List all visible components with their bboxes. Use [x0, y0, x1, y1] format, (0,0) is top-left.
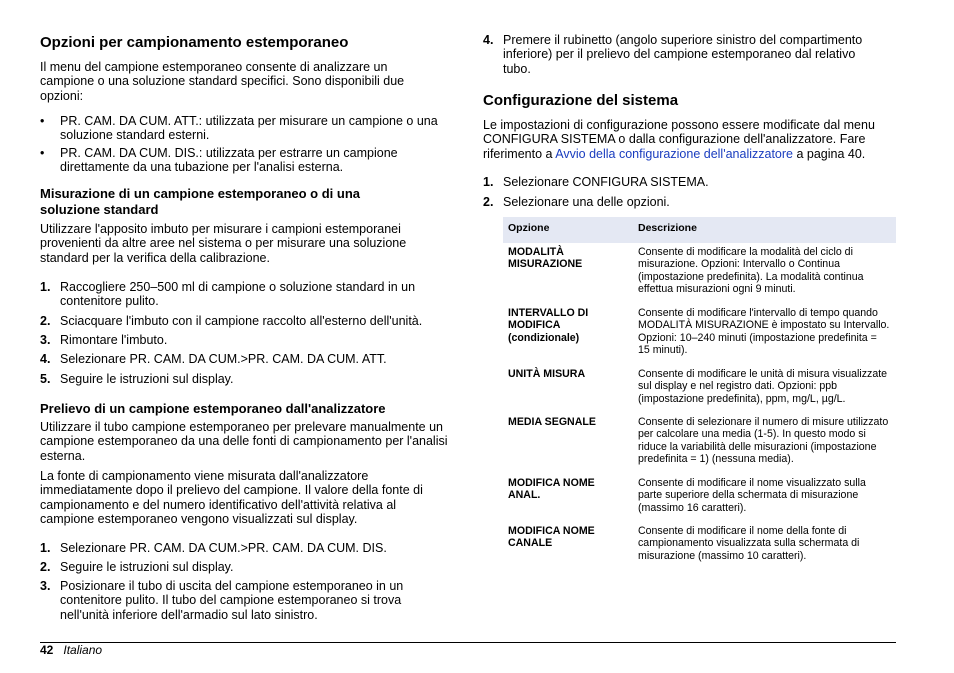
bullet-icon: •: [40, 114, 45, 128]
list-item: • PR. CAM. DA CUM. ATT.: utilizzata per misurare un campione o una soluzione standard esterni.: [40, 114, 438, 143]
table-row: MEDIA SEGNALE Consente di selezionare il numero di misure utilizzato per calcolare una media (1-5). In questo modo si riduce la variabilità delle misurazioni (impostazione predefinita = 1) (nessuna media).: [508, 415, 889, 466]
list-item: 2. Selezionare una delle opzioni.: [483, 195, 670, 209]
list-item: 1. Selezionare CONFIGURA SISTEMA.: [483, 175, 709, 189]
footer-language: Italiano: [63, 643, 103, 657]
table-row: MODALITÀ MISURAZIONE Consente di modificare la modalità del ciclo di misurazione. Opzioni: Intervallo o Continua (impostazione predefinita). La modalità continua effettua misurazioni ogni 9 minuti.: [508, 245, 864, 296]
bullet-icon: •: [40, 146, 45, 160]
table-row: UNITÀ MISURA Consente di modificare le unità di misura visualizzate sul display e nel registro dati. Opzioni: ppb (impostazione predefinita), ppm, mg/L, µg/L.: [508, 367, 888, 405]
heading-misurazione: Misurazione di un campione estemporaneo o di una soluzione standard: [40, 186, 360, 217]
page-number: 42: [40, 643, 54, 657]
list-item: 3. Posizionare il tubo di uscita del campione estemporaneo in un contenitore pulito. Il tubo del campione estemporaneo si trova nell'unità inferiore dell'armadio sul lato sinistro.: [40, 579, 404, 622]
list-item: 3. Rimontare l'imbuto.: [40, 333, 168, 347]
column-header-opzione: Opzione: [503, 217, 633, 243]
list-item: 1. Raccogliere 250–500 ml di campione o soluzione standard in un contenitore pulito.: [40, 280, 416, 309]
misurazione-paragraph: Utilizzare l'apposito imbuto per misurare i campioni estemporanei provenienti da altre aree nel sistema o per misurare una soluzione standard per la verifica della calibrazione.: [40, 222, 407, 265]
options-table: [503, 217, 896, 566]
intro-paragraph: Il menu del campione estemporaneo consente di analizzare un campione o una soluzione standard specifici. Sono disponibili due opzioni:: [40, 60, 405, 103]
list-item: 2. Sciacquare l'imbuto con il campione raccolto all'esterno dell'unità.: [40, 314, 423, 328]
link-avvio-configurazione[interactable]: Avvio della configurazione dell'analizzatore: [555, 146, 793, 161]
column-header-descrizione: Descrizione: [633, 217, 896, 243]
page-footer: [40, 643, 102, 657]
heading-campionamento-estemporaneo: Opzioni per campionamento estemporaneo: [40, 34, 349, 51]
configurazione-paragraph: Le impostazioni di configurazione possono essere modificate dal menu CONFIGURA SISTEMA o dalla configurazione dell'analizzatore. Fare riferimento a Avvio della configurazione dell'analizzatore a pagina 40.: [483, 118, 875, 161]
table-row: INTERVALLO DI MODIFICA (condizionale) Consente di modificare l'intervallo di tempo quando MODALITÀ MISURAZIONE è impostato su Intervallo. Opzioni: 10–240 minuti (impostazione predefinita = 15 minuti).: [508, 306, 890, 357]
list-item: 1. Selezionare PR. CAM. DA CUM.>PR. CAM. DA CUM. DIS.: [40, 541, 387, 555]
heading-configurazione: Configurazione del sistema: [483, 92, 679, 109]
prelievo-paragraph-2: La fonte di campionamento viene misurata dall'analizzatore immediatamente dopo il prelievo del campione. Il valore della fonte di campionamento e del numero identificativo dell'attività relativa al campione estemporaneo vengono visualizzati sul display.: [40, 469, 423, 527]
list-item: 4. Selezionare PR. CAM. DA CUM.>PR. CAM. DA CUM. ATT.: [40, 352, 387, 366]
prelievo-paragraph-1: Utilizzare il tubo campione estemporaneo per prelevare manualmente un campione estemporaneo da una delle fonti di campionamento per l'analisi esterna.: [40, 420, 448, 463]
table-header-row: [503, 217, 896, 243]
footer-divider: [40, 642, 896, 643]
list-item: 2. Seguire le istruzioni sul display.: [40, 560, 234, 574]
heading-prelievo: Prelievo di un campione estemporaneo dall'analizzatore: [40, 401, 386, 416]
list-item: • PR. CAM. DA CUM. DIS.: utilizzata per estrarre un campione direttamente da una tubazione per l'analisi esterna.: [40, 146, 398, 175]
table-row: MODIFICA NOME CANALE Consente di modificare il nome della fonte di campionamento visualizzata sulla schermata di misurazione (massimo 10 caratteri).: [508, 524, 860, 562]
list-item: 4. Premere il rubinetto (angolo superiore sinistro del compartimento inferiore) per il prelievo del campione estemporaneo dal relativo tubo.: [483, 33, 863, 76]
table-row: MODIFICA NOME ANAL. Consente di modificare il nome visualizzato sulla parte superiore della schermata di misurazione (massimo 16 caratteri).: [508, 476, 866, 514]
list-item: 5. Seguire le istruzioni sul display.: [40, 372, 234, 386]
